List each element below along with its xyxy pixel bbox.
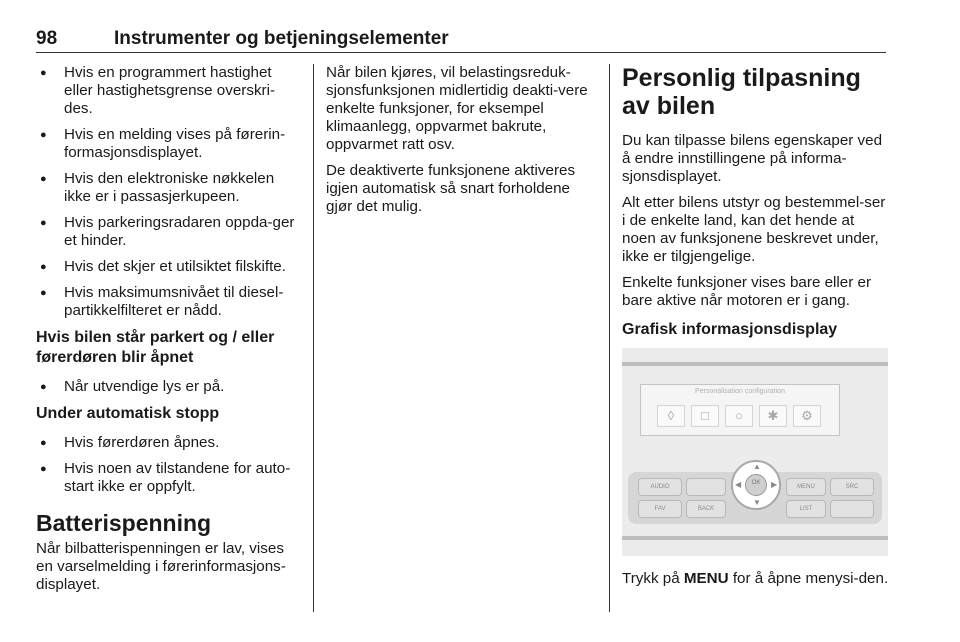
section-heading-personalisation: Personlig tilpasning av bilen [622, 64, 861, 120]
column-divider-1 [313, 64, 314, 612]
chevron-left-icon: ◀ [735, 480, 742, 489]
page-header [36, 28, 886, 54]
list-button[interactable]: LIST [786, 500, 826, 518]
paragraph-engine: Enkelte funksjoner vises bare eller er bare aktive når motoren er i gang. [622, 274, 872, 309]
list-item: ● Når utvendige lys er på. [36, 378, 302, 396]
bullet-list-conditions [36, 64, 302, 320]
paragraph-load-reduction: Når bilen kjøres, vil belastingsreduk-sjonsfunksjonen midlertidig deakti-vere enkelte funksjoner, for eksempel klimaanlegg, oppvarmet bakrute, oppvarmet ratt osv. [326, 64, 588, 153]
paragraph-menu-instruction [622, 570, 890, 588]
car-icon: ◊ [657, 405, 685, 427]
chevron-up-icon: ▲ [753, 462, 761, 471]
source-button[interactable]: SRC [830, 478, 874, 496]
paragraph-battery: Når bilbatterispenningen er lav, vises en varselmelding i førerinformasjons-displayet. [36, 540, 286, 593]
audio-button[interactable]: AUDIO [638, 478, 682, 496]
dash-trim [622, 362, 888, 366]
menu-key-label: MENU [683, 570, 729, 587]
control-ring[interactable] [731, 460, 781, 510]
list-item: ● Hvis en programmert hastighet eller hastighetsgrense overskri-des. [36, 64, 302, 118]
list-item: ● Hvis en melding vises på førerin-formasjonsdisplayet. [36, 126, 302, 162]
column-left [36, 64, 302, 602]
column-right [622, 64, 890, 596]
list-item: ● Hvis den elektroniske nøkkelen ikke er i passasjerkupeen. [36, 170, 302, 206]
text-suffix: for å åpne menysi-den. [728, 570, 889, 587]
dash-trim [622, 536, 888, 540]
light-icon: ○ [725, 405, 753, 427]
column-middle [326, 64, 596, 224]
text-prefix: Trykk på [622, 570, 684, 587]
figure-control-panel [622, 348, 888, 556]
subheading-autostop: Under automatisk stopp [36, 405, 220, 422]
paragraph-equipment: Alt etter bilens utstyr og bestemmel-ser i de enkelte land, kan det hende at noen av funksjonene beskrevet under, ikke er tilgjengelige. [622, 194, 886, 265]
tone-button[interactable] [830, 500, 874, 518]
settings-icon: ⚙ [793, 405, 821, 427]
list-item: ● Hvis noen av tilstandene for auto-start ikke er oppfylt. [36, 460, 302, 496]
info-display [640, 384, 840, 436]
page-title: Instrumenter og betjeningselementer [114, 28, 449, 49]
ok-label: OK [751, 480, 761, 486]
menu-button[interactable]: MENU [786, 478, 826, 496]
display-title: Personalisation configuration [695, 388, 785, 395]
header-rule [36, 52, 886, 53]
back-button[interactable]: BACK [686, 500, 726, 518]
column-divider-2 [609, 64, 610, 612]
subheading-graphic-display: Grafisk informasjonsdisplay [622, 321, 838, 338]
chevron-down-icon: ▼ [753, 498, 761, 507]
list-item: ● Hvis parkeringsradaren oppda-ger et hinder. [36, 214, 302, 250]
phone-button[interactable] [686, 478, 726, 496]
chevron-right-icon: ▶ [771, 480, 778, 489]
subheading-parked: Hvis bilen står parkert og / eller førerdøren blir åpnet [36, 329, 275, 366]
favourite-button[interactable]: FAV [638, 500, 682, 518]
bluetooth-icon: ✱ [759, 405, 787, 427]
ok-button[interactable] [745, 474, 767, 496]
paragraph-reactivation: De deaktiverte funksjonene aktiveres igjen automatisk så snart forholdene gjør det mulig. [326, 162, 576, 215]
page-number: 98 [36, 28, 58, 49]
button-panel [628, 462, 882, 524]
list-item: ● Hvis det skjer et utilsiktet filskifte. [36, 258, 302, 276]
list-item: ● Hvis førerdøren åpnes. [36, 434, 302, 452]
section-heading-battery: Batterispenning [36, 510, 212, 536]
paragraph-intro: Du kan tilpasse bilens egenskaper ved å endre innstillingene på informa-sjonsdisplayet. [622, 132, 883, 185]
lock-icon: □ [691, 405, 719, 427]
list-item: ● Hvis maksimumsnivået til diesel-partikkelfilteret er nådd. [36, 284, 302, 320]
